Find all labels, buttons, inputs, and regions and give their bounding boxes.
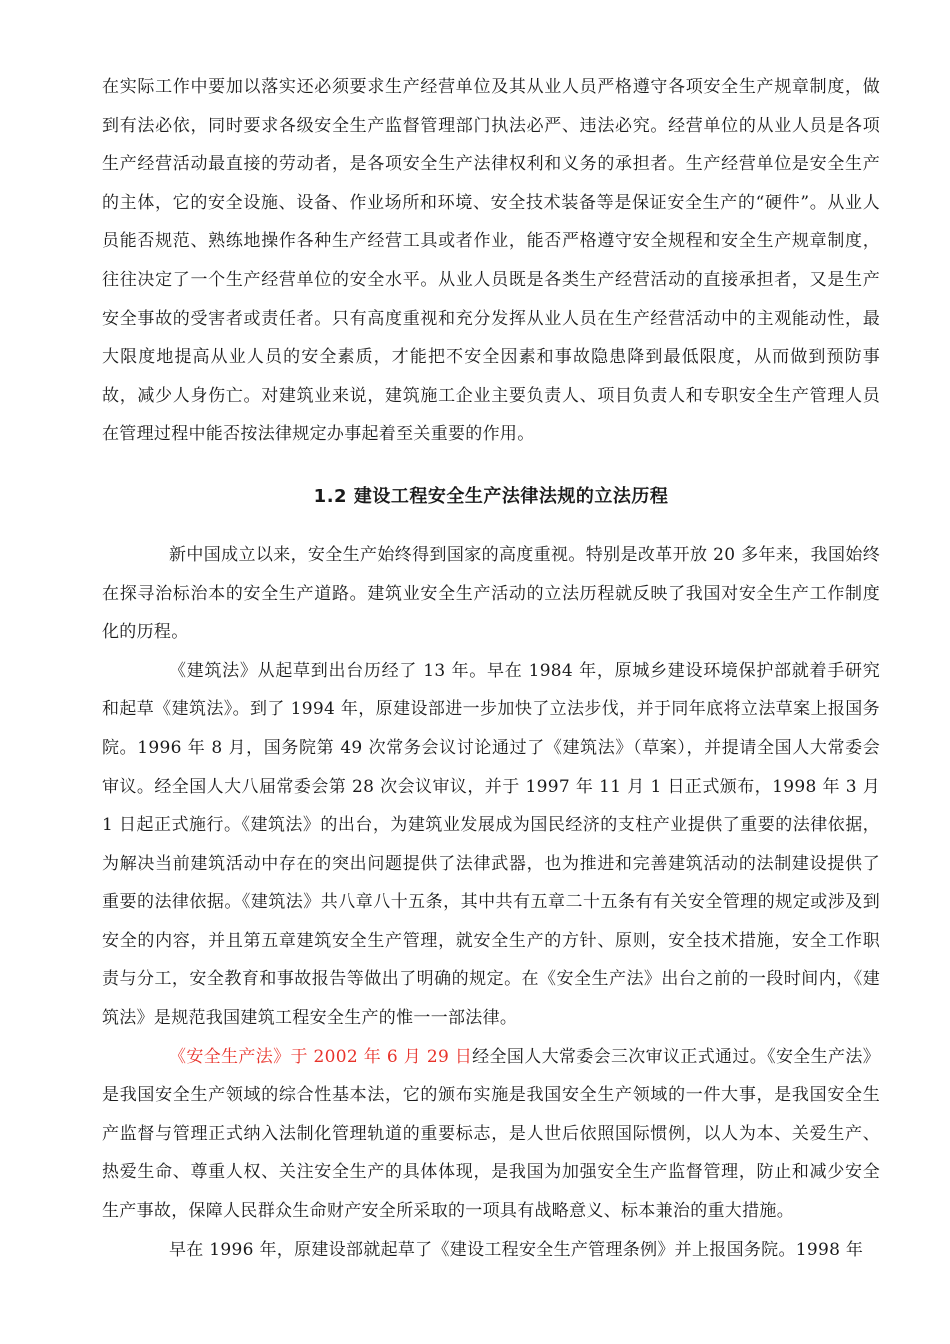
paragraph-regulation-draft: 早在 1996 年，原建设部就起草了《建设工程安全生产管理条例》并上报国务院。1998 年 (169, 1239, 864, 1260)
paragraph-history-intro: 新中国成立以来，安全生产始终得到国家的高度重视。特别是改革开放 20 多年来，我国始终在探寻治标治本的安全生产道路。建筑业安全生产活动的立法历程就反映了我国对安全生产工作制度化的历程。 (102, 544, 880, 643)
paragraph-construction-law: 《建筑法》从起草到出台历经了 13 年。早在 1984 年，原城乡建设环境保护部就着手研究和起草《建筑法》。到了 1994 年，原建设部进一步加快了立法步伐，并于同年底将立法草案上报国务院。1996 年 8 月，国务院第 49 次常务会议讨论通过了《建筑法》（草案），并提请全国人大常委会审议。经全国人大八届常委会第 28 次会议审议，并于 1997 年 11 月 1 日正式颁布，1998 年 3 月 1 日起正式施行。《建筑法》的出台，为建筑业发展成为国民经济的支柱产业提供了重要的法律依据，为解决当前建筑活动中存在的突出问题提供了法律武器，也为推进和完善建筑活动的法制建设提供了重要的法律依据。《建筑法》共八章八十五条，其中共有五章二十五条有有关安全管理的规定或涉及到安全的内容，并且第五章建筑安全生产管理，就安全生产的方针、原则，安全技术措施，安全工作职责与分工，安全教育和事故报告等做出了明确的规定。在《安全生产法》出台之前的一段时间内，《建筑法》是规范我国建筑工程安全生产的惟一一部法律。 (102, 660, 880, 1029)
paragraph-safety-law (102, 1038, 880, 1231)
intro-paragraph: 在实际工作中要加以落实还必须要求生产经营单位及其从业人员严格遵守各项安全生产规章制度，做到有法必依，同时要求各级安全生产监督管理部门执法必严、违法必究。经营单位的从业人员是各项生产经营活动最直接的劳动者，是各项安全生产法律权利和义务的承担者。生产经营单位是安全生产的主体，它的安全设施、设备、作业场所和环境、安全技术装备等是保证安全生产的“硬件”。从业人员能否规范、熟练地操作各种生产经营工具或者作业，能否严格遵守安全规程和安全生产规章制度，往往决定了一个生产经营单位的安全水平。从业人员既是各类生产经营活动的直接承担者，又是生产安全事故的受害者或责任者。只有高度重视和充分发挥从业人员在生产经营活动中的主观能动性，最大限度地提高从业人员的安全素质，才能把不安全因素和事故隐患降到最低限度，从而做到预防事故，减少人身伤亡。对建筑业来说，建筑施工企业主要负责人、项目负责人和专职安全生产管理人员在管理过程中能否按法律规定办事起着至关重要的作用。 (102, 77, 880, 445)
document-page (102, 68, 880, 1269)
highlighted-law-date: 《安全生产法》于 2002 年 6 月 29 日 (169, 1046, 473, 1067)
paragraph-safety-law-text: 经全国人大常委会三次审议正式通过。《安全生产法》是我国安全生产领域的综合性基本法，它的颁布实施是我国安全生产领域的一件大事，是我国安全生产监督与管理正式纳入法制化管理轨道的重要标志，是人世后依照国际惯例，以人为本、关爱生产、热爱生命、尊重人权、关注安全生产的具体体现，是我国为加强安全生产监督管理，防止和减少安全生产事故，保障人民群众生命财产安全所采取的一项具有战略意义、标本兼治的重大措施。 (102, 1046, 880, 1222)
section-heading: 1.2 建设工程安全生产法律法规的立法历程 (313, 485, 669, 507)
